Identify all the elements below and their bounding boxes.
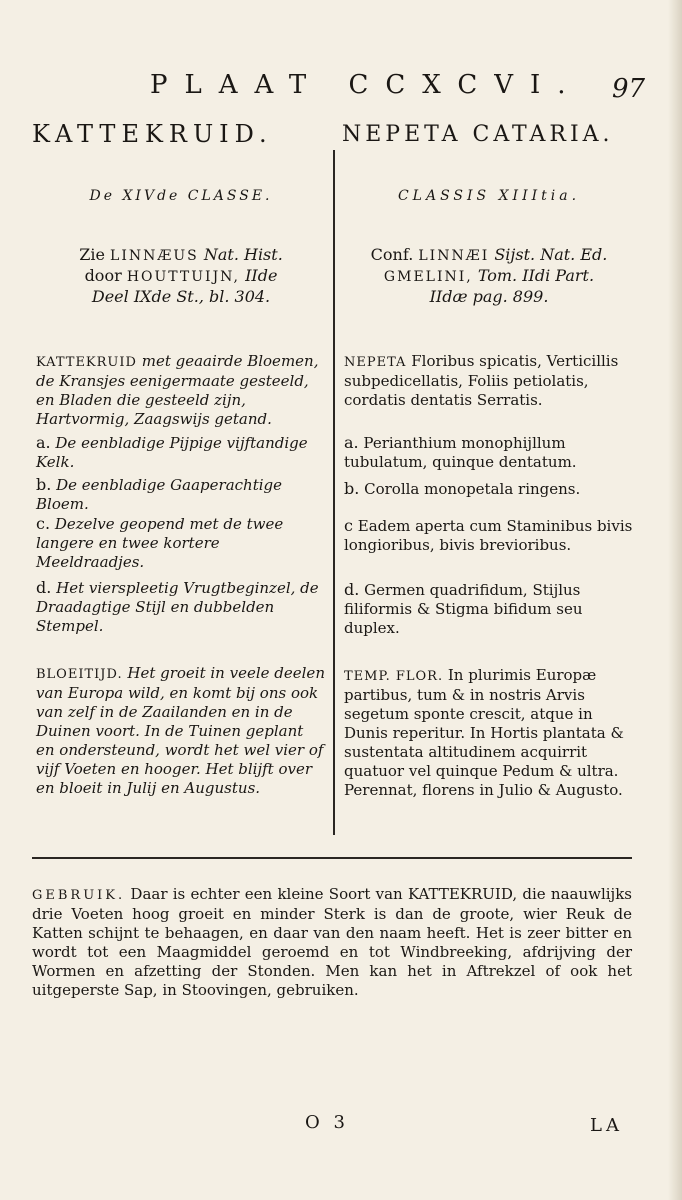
right-ref-line2: GMELINI, Tom. IIdi Part. <box>383 266 595 285</box>
left-bloeitijd: BLOEITIJD. Het groeit in veele deelen van Europa wild, en komt bij ons ook van zelf in de Zaailanden en in de Duinen voort. In de Tuinen geplant en ondersteund, wordt het wel vier of vijf Voeten en hooger. Het blijft over en bloeit in Julij en Augustus. <box>36 664 325 797</box>
right-item-c: c Eadem aperta cum Staminibus bivis longioribus, bivis brevioribus. <box>344 516 633 554</box>
left-ref-line2: door HOUTTUIJN, IIde <box>84 266 278 285</box>
plate-title: PLAAT CCXCVI. <box>150 70 583 100</box>
left-item-d: d. Het vierspleetig Vrugtbeginzel, de Draadagtige Stijl en dubbelden Stempel. <box>36 578 319 635</box>
right-description: NEPETA Floribus spicatis, Verticillis subpedicellatis, Foliis petiolatis, cordatis dentatis Serratis. <box>344 352 619 409</box>
left-description: KATTEKRUID met geaairde Bloemen, de Kransjes eenigermaate gesteeld, en Bladen die gesteeld zijn, Hartvormig, Zaagswijs getand. <box>36 352 319 428</box>
right-reference <box>344 245 634 306</box>
dutch-title: KATTEKRUID. <box>32 120 273 148</box>
right-ref-line3: IIdæ pag. 899. <box>429 287 549 306</box>
page-number: 97 <box>612 74 646 104</box>
section-rule <box>32 857 632 859</box>
right-classis: CLASSIS XIIItia. <box>397 188 581 204</box>
page-edge <box>668 0 682 1200</box>
gebruik-paragraph: GEBRUIK. Daar is echter een kleine Soort van KATTEKRUID, die naauwlijks drie Voeten hoog groeit en minder Sterk is dan de groote, wier Reuk de Katten schijnt te behaagen, en daar van den naam heeft. Het is zeer bitter en wordt tot een Maagmiddel geroemd en tot Windbreeking, afdrijving der Wormen en afzetting der Stonden. Men kan het in Aftrekzel of ook het uitgeperste Sap, in Stoovingen, gebruiken. <box>32 885 632 999</box>
left-classe: De XIVde CLASSE. <box>89 188 273 204</box>
latin-title: NEPETA CATARIA. <box>342 122 614 147</box>
left-ref-line1: Zie LINNÆUS Nat. Hist. <box>79 245 283 264</box>
left-item-b: b. De eenbladige Gaaperachtige Bloem. <box>36 475 283 513</box>
right-item-b: b. Corolla monopetala ringens. <box>344 479 581 498</box>
catchword: LA <box>590 1115 623 1136</box>
left-ref-line3: Deel IXde St., bl. 304. <box>91 287 271 306</box>
right-temp-flor: TEMP. FLOR. In plurimis Europæ partibus, tum & in nostris Arvis segetum sponte crescit, atque in Dunis reperitur. In Hortis plantata & sustentata altitudinem acquirrit quatuor vel quinque Pedum & ultra. Perennat, florens in Julio & Augusto. <box>344 666 624 799</box>
left-item-c: c. Dezelve geopend met de twee langere en twee kortere Meeldraadjes. <box>36 514 284 571</box>
right-ref-line1: Conf. LINNÆI Sijst. Nat. Ed. <box>370 245 608 264</box>
signature-mark: O 3 <box>305 1112 349 1133</box>
column-divider <box>333 150 335 835</box>
left-reference <box>36 245 326 306</box>
right-item-d: d. Germen quadrifidum, Stijlus filiformis & Stigma bifidum seu duplex. <box>344 580 583 637</box>
left-item-a: a. De eenbladige Pijpige vijftandige Kelk. <box>36 433 308 471</box>
right-item-a: a. Perianthium monophijllum tubulatum, quinque dentatum. <box>344 433 577 471</box>
